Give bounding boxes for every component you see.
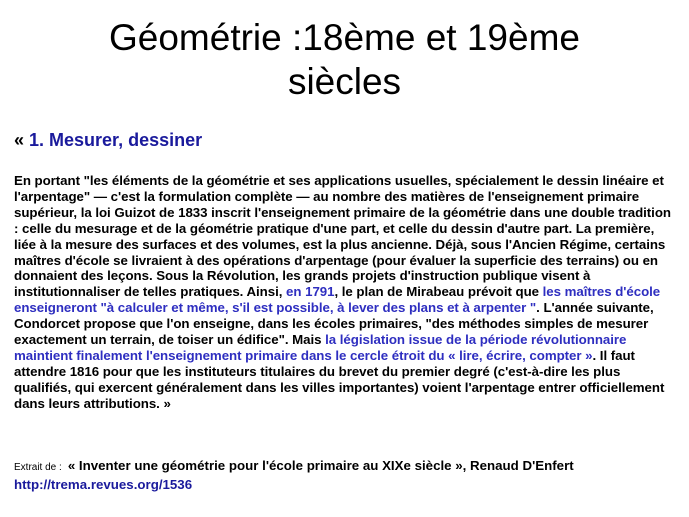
quote-paragraph [14,173,678,412]
opening-quote: « [14,130,30,150]
highlight-mirabeau-plan: les maîtres d'école enseigneront "à calculer et même, s'il est possible, à lever des plans et à arpenter " [14,284,661,316]
paragraph-segment: . L'année suivante, Condorcet propose que l'on enseigne, dans les écoles primaires, "des méthodes simples de mesurer exactement un terrain, de toiser un édifice". Mais [14,300,654,348]
title-line-1: Géométrie :18ème et 19ème [109,17,580,58]
source-citation [14,457,678,493]
section-heading-text: 1. Mesurer, dessiner [29,130,203,150]
source-link[interactable]: http://trema.revues.org/1536 [14,477,193,492]
highlight-legislation: la législation issue de la période révolutionnaire maintient finalement l'enseignement primaire dans le cercle étroit du « lire, écrire, compter » [14,332,627,363]
paragraph-segment: , le plan de Mirabeau prévoit que [334,284,543,300]
source-reference: « Inventer une géométrie pour l'école primaire au XIXe siècle », Renaud D'Enfert [67,458,574,473]
paragraph-segment: . Il faut attendre 1816 pour que les instituteurs titulaires du brevet du premier degré (c'est-à-dire les plus qualifiés, qui exercent généralement dans les villes importantes) voient l'arpentage entrer officiellement dans leurs attributions. » [14,347,665,411]
slide-title [0,16,689,104]
source-prefix: Extrait de : [14,462,62,473]
section-heading [14,128,202,152]
paragraph-segment: En portant "les éléments de la géométrie et ses applications usuelles, spécialement le dessin linéaire et l'arpentage" — c'est la formulation complète — au nombre des matières de l'enseignement primaire supérieur, la loi Guizot de 1833 inscrit l'enseignement primaire de la géométrie dans une double tradition : celle du mesurage et de la géométrie pratique d'une part, et celle du dessin d'autre part. La première, liée à la mesure des surfaces et des volumes, est la plus ancienne. Déjà, sous l'Ancien Régime, certains maîtres d'école se livraient à des opérations d'arpentage (pour évaluer la superficie des terrains) ou en donnaient des leçons. Sous la Révolution, les grands projets d'instruction publique visent à institutionnaliser de telles pratiques. Ainsi, [14,173,671,300]
title-line-2: siècles [287,61,402,102]
highlight-year: en 1791 [286,284,335,300]
